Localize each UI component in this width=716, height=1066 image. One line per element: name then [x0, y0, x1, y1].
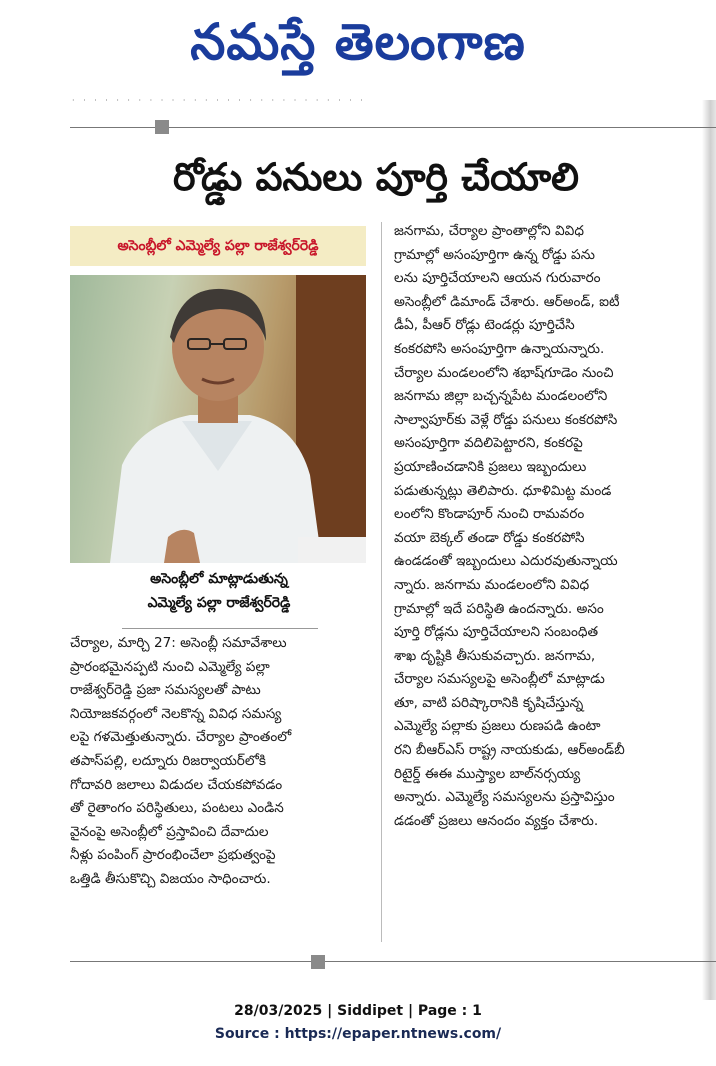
body-line: అన్నారు. ఎమ్మెల్యే సమస్యలను ప్రస్తావిస్తుం — [394, 789, 615, 806]
subhead-banner: అసెంబ్లీలో ఎమ్మెల్యే పల్లా రాజేశ్వర్‌రెడ్డి — [70, 226, 366, 266]
body-line: డడంతో ప్రజలు ఆనందం వ్యక్తం చేశారు. — [394, 812, 599, 829]
body-line: లంలోని కొండాపూర్ నుంచి రామవరం — [394, 506, 585, 523]
body-line: చేర్యాల మండలంలోని శభాష్‌గూడెం నుంచి — [394, 364, 614, 381]
top-strip: · · · · · · · · · · · · · · · · · · · · · · · · · · · — [72, 96, 366, 105]
body-line: పూర్తి రోడ్లను పూర్తిచేయాలని సంబంధిత — [394, 624, 599, 641]
body-line: న్నారు. జనగామ మండలంలోని వివిధ — [394, 576, 590, 593]
body-line: గ్రామాల్లో ఇదే పరిస్థితి ఉందన్నారు. అసం — [394, 600, 604, 617]
body-line: పడుతున్నట్లు తెలిపారు. ధూళిమిట్ట మండ — [394, 482, 612, 499]
body-line: వైనంపై అసెంబ్లీలో ప్రస్తావించి దేవాదుల — [70, 823, 269, 840]
caption-underline — [122, 628, 318, 629]
photo-caption — [106, 567, 332, 631]
body-line: రాజేశ్వర్‌రెడ్డి ప్రజా సమస్యలతో పాటు — [70, 682, 261, 699]
body-line: లను పూర్తిచేయాలని ఆయన గురువారం — [394, 270, 601, 287]
body-line: జనగామ, చేర్యాల ప్రాంతాల్లోని వివిధ — [394, 223, 584, 239]
column-separator — [381, 222, 382, 942]
body-line: నియోజకవర్గంలో నెలకొన్న వివిధ సమస్య — [70, 705, 282, 722]
body-line: శాఖ దృష్టికి తీసుకువచ్చారు. జనగామ, — [394, 647, 596, 664]
body-line: సాల్వాపూర్‌కు వెళ్లే రోడ్డు పనులు కంకరపోసి — [394, 411, 618, 428]
crop-marker-top — [155, 120, 169, 134]
body-line: తో రైతాంగం పరిస్థితులు, పంటలు ఎండిన — [70, 800, 284, 817]
body-line: డీఏ, పీఆర్ రోడ్లు టెండర్లు పూర్తిచేసి — [394, 317, 575, 334]
bottom-rule — [70, 961, 716, 962]
body-line: నీళ్లు పంపింగ్ ప్రారంభించేలా ప్రభుత్వంపై — [70, 847, 276, 864]
scan-edge-shadow — [702, 100, 716, 1000]
body-line: జనగామ జిల్లా బచ్చన్నపేట మండలంలోని — [394, 388, 608, 405]
body-line: లపై గళమెత్తుతున్నారు. చేర్యాల ప్రాంతంలో — [70, 729, 292, 746]
body-line: అసెంబ్లీలో డిమాండ్ చేశారు. ఆర్‌అండ్, ఐటీ — [394, 293, 620, 310]
body-line: గోదావరి జలాలు విడుదల చేయకపోవడం — [70, 776, 283, 793]
masthead-title: నమస్తే తెలంగాణ — [190, 13, 526, 71]
body-line: రని బీఆర్‌ఎస్ రాష్ట్ర నాయకుడు, ఆర్‌అండ్‌బీ — [394, 742, 625, 759]
headline: రోడ్డు పనులు పూర్తి చేయాలి — [172, 155, 579, 199]
caption-line-2: ఎమ్మెల్యే పల్లా రాజేశ్వర్‌రెడ్డి — [147, 595, 291, 611]
footer-date-edition: 28/03/2025 | Siddipet | Page : 1 — [234, 1003, 482, 1019]
crop-marker-bottom — [311, 955, 325, 969]
body-line: ఒత్తిడి తీసుకొచ్చి విజయం సాధించారు. — [70, 870, 271, 887]
body-line: గ్రామాల్లో అసంపూర్తిగా ఉన్న రోడ్డు పను — [394, 246, 595, 263]
right-column — [394, 220, 694, 950]
photo-illustration — [70, 275, 366, 563]
body-line: అసంపూర్తిగా వదిలిపెట్టారని, కంకరపై — [394, 435, 583, 452]
body-line: ఉండడంతో ఇబ్బందులు ఎదురవుతున్నాయ — [394, 553, 618, 570]
caption-line-1: అసెంబ్లీలో మాట్లాడుతున్న — [150, 571, 288, 587]
body-line: తూ, వాటి పరిష్కారానికి కృషిచేస్తున్న — [394, 694, 584, 711]
body-line: చేర్యాల సమస్యలపై అసెంబ్లీలో మాట్లాడు — [394, 671, 605, 688]
body-line: వయా బెక్కల్ తండా రోడ్డు కంకరపోసి — [394, 529, 585, 546]
body-line: ఎమ్మెల్యే పల్లాకు ప్రజలు రుణపడి ఉంటా — [394, 718, 601, 735]
body-line: కంకరపోసి అసంపూర్తిగా ఉన్నాయన్నారు. — [394, 340, 605, 357]
body-line: ప్రయాణించడానికి ప్రజలు ఇబ్బందులు — [394, 458, 587, 475]
footer-source: Source : https://epaper.ntnews.com/ — [214, 1026, 502, 1042]
body-line: తపాస్‌పల్లి, లద్నూరు రిజర్వాయర్‌లోకి — [70, 752, 267, 769]
article-photo — [70, 275, 366, 563]
left-column — [70, 632, 370, 944]
body-line: ప్రారంభమైనప్పటి నుంచి ఎమ్మెల్యే పల్లా — [70, 658, 270, 675]
body-line: చేర్యాల, మార్చి 27: అసెంబ్లీ సమావేశాలు — [70, 635, 287, 651]
body-line: రిటైర్డ్ ఈఈ ముస్త్యాల బాల్‌నర్సయ్య — [394, 765, 581, 782]
